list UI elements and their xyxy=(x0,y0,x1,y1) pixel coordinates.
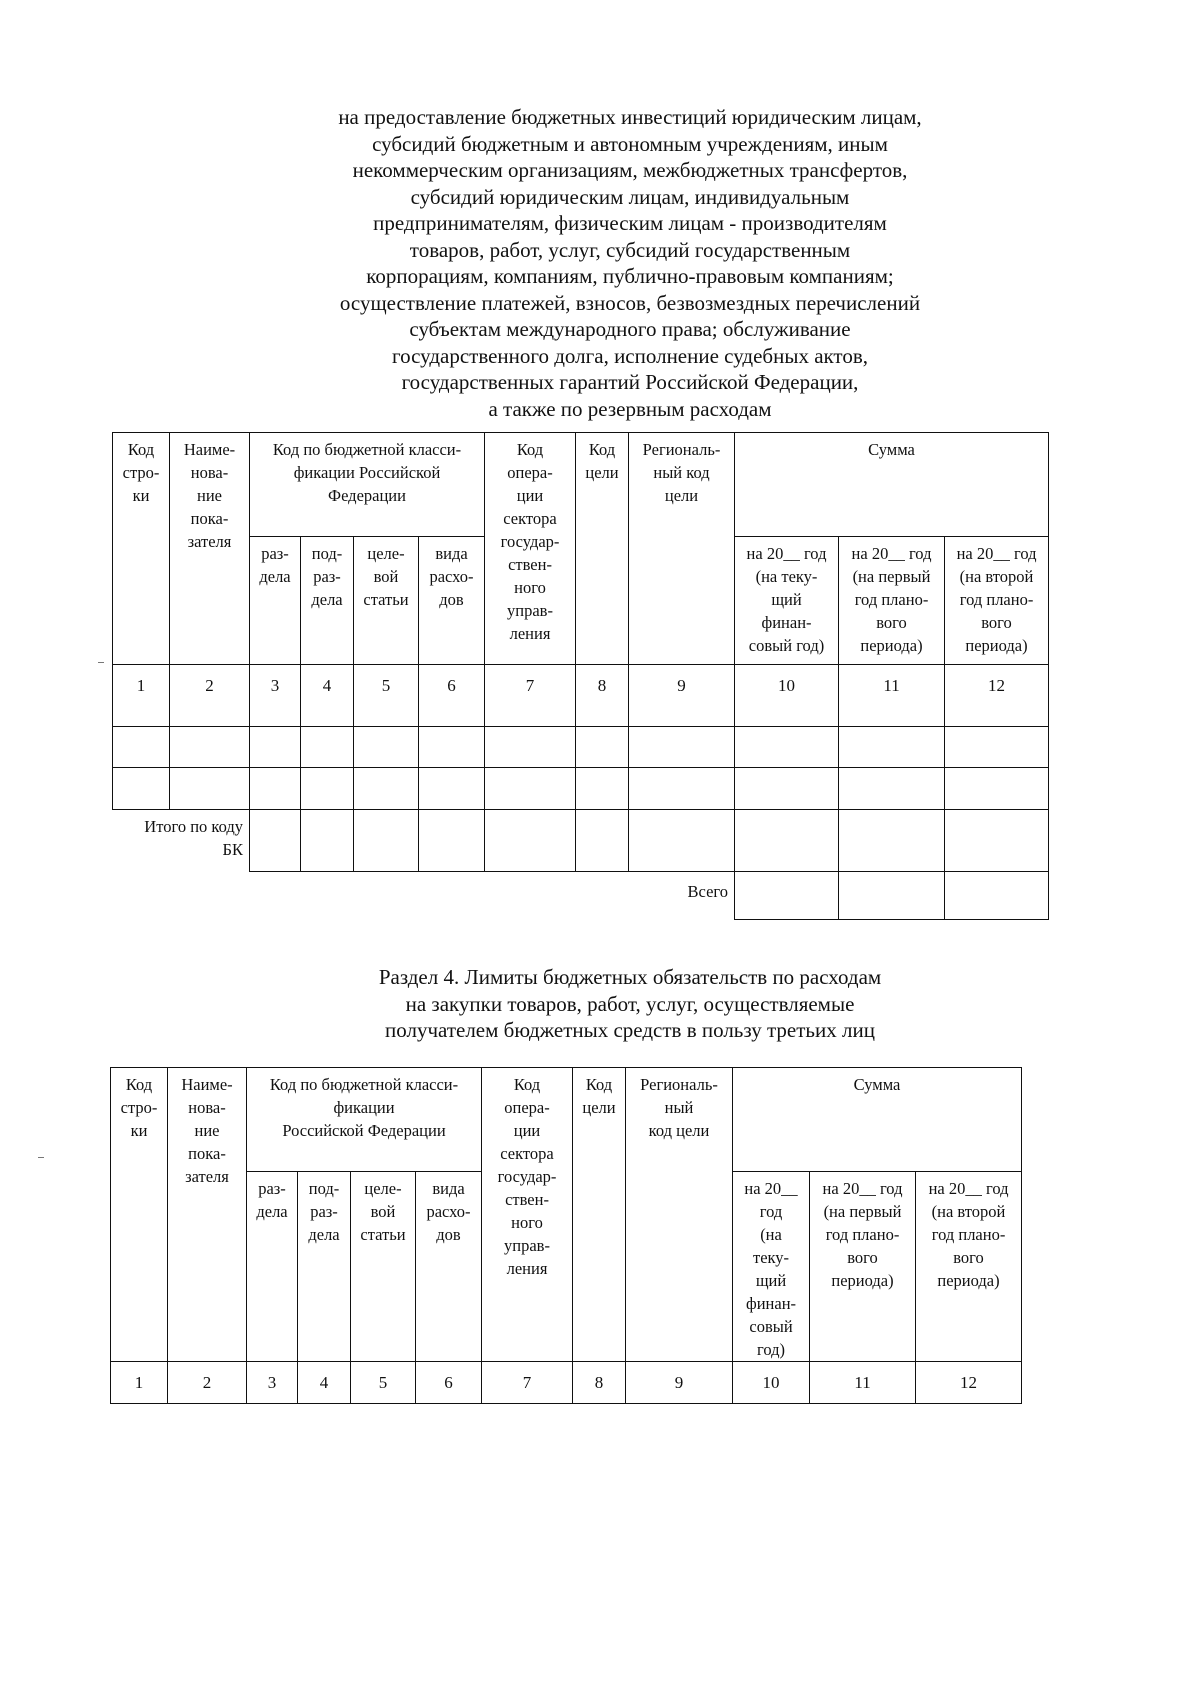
table-cell xyxy=(839,768,945,810)
table-cell xyxy=(250,727,301,768)
table-cell xyxy=(945,810,1049,872)
table-cell xyxy=(301,727,354,768)
table-cell xyxy=(735,872,839,920)
table-cell xyxy=(301,810,354,872)
header-indicator-name: Наиме- нова- ние пока- зателя xyxy=(170,433,250,665)
column-number: 3 xyxy=(250,665,301,727)
column-number: 5 xyxy=(354,665,419,727)
heading-line: субъектам международного права; обслуживание xyxy=(409,317,851,341)
heading-line: субсидий юридическим лицам, индивидуальным xyxy=(410,184,850,209)
table-cell xyxy=(839,727,945,768)
header-year-first-plan: на 20__ год (на первый год плано- вого периода) xyxy=(839,537,945,665)
table-cell xyxy=(945,727,1049,768)
header-year-first-plan: на 20__ год (на первый год плано- вого периода) xyxy=(810,1172,916,1362)
header-target-article: целе- вой статьи xyxy=(351,1172,416,1362)
table-cell xyxy=(735,810,839,872)
scan-mark xyxy=(98,662,104,663)
heading-line: на предоставление бюджетных инвестиций юридическим лицам, xyxy=(338,105,922,129)
heading-line: государственных гарантий Российской Федерации, xyxy=(401,370,859,394)
table-cell xyxy=(250,768,301,810)
header-budget-classification: Код по бюджетной класси- фикации Российской Федерации xyxy=(250,433,485,537)
header-row-code: Код стро- ки xyxy=(111,1068,168,1362)
section3-heading xyxy=(240,104,1020,422)
header-subsection: под- раз- дела xyxy=(298,1172,351,1362)
table-cell xyxy=(419,810,485,872)
heading-line: получателем бюджетных средств в пользу третьих лиц xyxy=(385,1018,875,1042)
column-number: 11 xyxy=(839,665,945,727)
heading-line: государственного долга, исполнение судебных актов, xyxy=(391,343,869,368)
header-regional-goal-code: Региональ- ный код цели xyxy=(629,433,735,665)
section4-table xyxy=(110,1067,1022,1404)
column-number: 2 xyxy=(168,1362,247,1404)
column-number: 10 xyxy=(735,665,839,727)
table-cell xyxy=(576,810,629,872)
table-row xyxy=(113,768,1049,810)
table-cell xyxy=(735,768,839,810)
header-subsection: под- раз- дела xyxy=(301,537,354,665)
column-number: 11 xyxy=(810,1362,916,1404)
column-number: 1 xyxy=(113,665,170,727)
table-cell xyxy=(735,727,839,768)
table-cell xyxy=(170,727,250,768)
header-sum: Сумма xyxy=(735,433,1049,537)
header-row-code: Код стро- ки xyxy=(113,433,170,665)
header-goal-code: Код цели xyxy=(576,433,629,665)
table-cell xyxy=(945,872,1049,920)
header-section: раз- дела xyxy=(250,537,301,665)
header-target-article: целе- вой статьи xyxy=(354,537,419,665)
heading-line: предпринимателям, физическим лицам - производителям xyxy=(373,211,887,235)
table-cell xyxy=(250,810,301,872)
table-cell xyxy=(629,727,735,768)
column-number: 4 xyxy=(301,665,354,727)
heading-line: корпорациям, компаниям, публично-правовым компаниям; xyxy=(366,264,894,288)
header-year-second-plan: на 20__ год (на второй год плано- вого периода) xyxy=(945,537,1049,665)
column-number: 5 xyxy=(351,1362,416,1404)
header-indicator-name: Наиме- нова- ние пока- зателя xyxy=(168,1068,247,1362)
table-cell xyxy=(839,872,945,920)
heading-line: а также по резервным расходам xyxy=(488,396,772,421)
header-regional-goal-code: Региональ- ный код цели xyxy=(626,1068,733,1362)
column-number: 12 xyxy=(945,665,1049,727)
table-cell xyxy=(301,768,354,810)
column-number: 1 xyxy=(111,1362,168,1404)
column-number: 7 xyxy=(485,665,576,727)
table-cell xyxy=(485,768,576,810)
heading-line: Раздел 4. Лимиты бюджетных обязательств по расходам xyxy=(378,965,882,989)
header-year-current: на 20__ год (на теку- щий финан- совый год) xyxy=(735,537,839,665)
header-kosgu: Код опера- ции сектора государ- ствен- ного управ- ления xyxy=(485,433,576,665)
column-number: 6 xyxy=(416,1362,482,1404)
header-expense-type: вида расхо- дов xyxy=(416,1172,482,1362)
column-number: 9 xyxy=(629,665,735,727)
table-cell xyxy=(485,810,576,872)
section4-heading xyxy=(240,964,1020,1044)
header-year-second-plan: на 20__ год (на второй год плано- вого периода) xyxy=(916,1172,1022,1362)
header-expense-type: вида расхо- дов xyxy=(419,537,485,665)
header-goal-code: Код цели xyxy=(573,1068,626,1362)
table-cell xyxy=(113,768,170,810)
section3-table xyxy=(112,432,1049,920)
header-section: раз- дела xyxy=(247,1172,298,1362)
table-cell xyxy=(485,727,576,768)
table-cell xyxy=(839,810,945,872)
header-year-current: на 20__ год (на теку- щий финан- совый год) xyxy=(733,1172,810,1362)
column-number: 8 xyxy=(573,1362,626,1404)
column-number: 3 xyxy=(247,1362,298,1404)
table-cell xyxy=(354,810,419,872)
column-numbers-row xyxy=(113,665,1049,727)
subtotal-label: Итого по коду БК xyxy=(144,817,243,859)
column-number: 7 xyxy=(482,1362,573,1404)
table-cell xyxy=(629,768,735,810)
table-cell xyxy=(113,727,170,768)
total-row xyxy=(113,872,1049,920)
subtotal-row xyxy=(113,810,1049,872)
column-number: 2 xyxy=(170,665,250,727)
header-kosgu: Код опера- ции сектора государ- ствен- ного управ- ления xyxy=(482,1068,573,1362)
column-number: 4 xyxy=(298,1362,351,1404)
table-cell xyxy=(945,768,1049,810)
header-budget-classification: Код по бюджетной класси- фикации Российской Федерации xyxy=(247,1068,482,1172)
heading-line: осуществление платежей, взносов, безвозмездных перечислений xyxy=(339,290,921,315)
table-cell xyxy=(576,727,629,768)
column-number: 10 xyxy=(733,1362,810,1404)
heading-line: на закупки товаров, работ, услуг, осуществляемые xyxy=(405,991,855,1016)
column-number: 12 xyxy=(916,1362,1022,1404)
table-row xyxy=(113,727,1049,768)
table-cell xyxy=(419,768,485,810)
header-sum: Сумма xyxy=(733,1068,1022,1172)
table-cell xyxy=(354,768,419,810)
heading-line: некоммерческим организациям, межбюджетных трансфертов, xyxy=(352,158,908,182)
total-label: Всего xyxy=(687,882,729,901)
column-number: 6 xyxy=(419,665,485,727)
scan-mark xyxy=(38,1157,44,1158)
heading-line: субсидий бюджетным и автономным учреждениям, иным xyxy=(372,131,888,156)
table-cell xyxy=(354,727,419,768)
column-number: 8 xyxy=(576,665,629,727)
column-number: 9 xyxy=(626,1362,733,1404)
column-numbers-row xyxy=(111,1362,1022,1404)
table-cell xyxy=(170,768,250,810)
table-cell xyxy=(629,810,735,872)
table-cell xyxy=(576,768,629,810)
heading-line: товаров, работ, услуг, субсидий государственным xyxy=(409,237,851,262)
table-cell xyxy=(419,727,485,768)
